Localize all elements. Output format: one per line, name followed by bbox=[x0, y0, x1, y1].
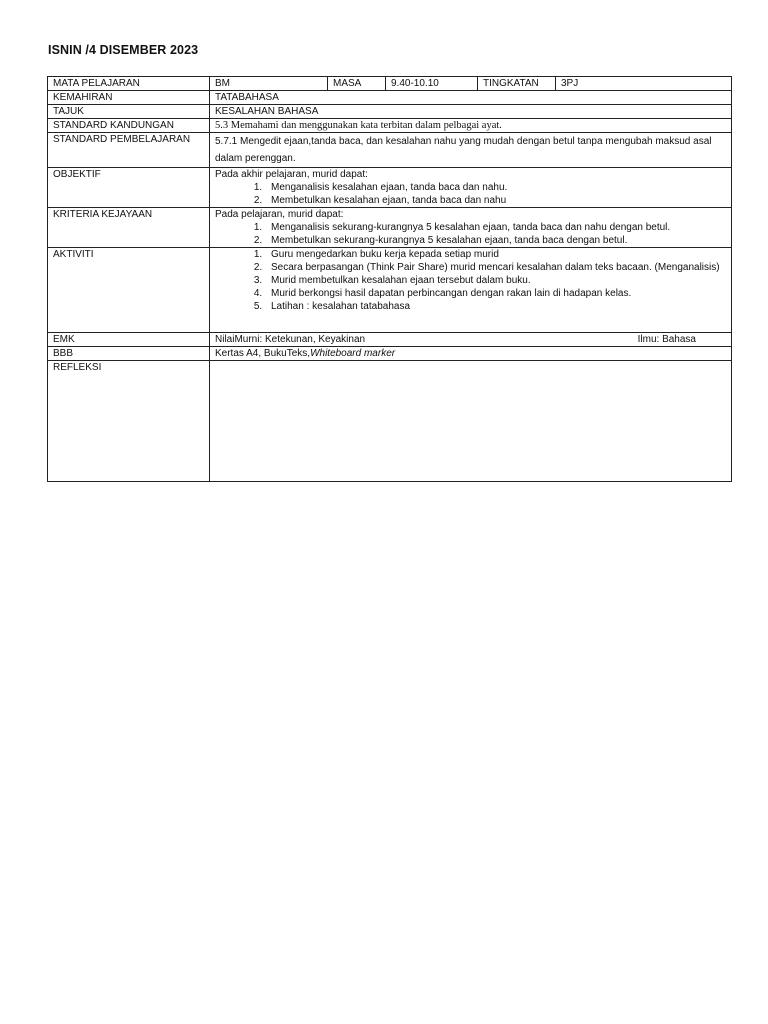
row-objektif bbox=[48, 168, 732, 208]
row-emk bbox=[48, 333, 732, 347]
list-item: 1. Menganalisis sekurang-kurangnya 5 kesalahan ejaan, tanda baca dan nahu dengan betul. bbox=[265, 221, 726, 234]
list-item: 2. Membetulkan sekurang-kurangnya 5 kesalahan ejaan, tanda baca dengan betul. bbox=[265, 234, 726, 247]
label-tajuk: TAJUK bbox=[48, 105, 210, 119]
list-item: 1. Guru mengedarkan buku kerja kepada setiap murid bbox=[265, 248, 726, 261]
value-emk bbox=[210, 333, 732, 347]
value-kemahiran: TATABAHASA bbox=[210, 91, 732, 105]
row-bbb bbox=[48, 347, 732, 361]
lesson-plan-table bbox=[47, 76, 732, 482]
value-kriteria-kejayaan bbox=[210, 208, 732, 248]
objektif-intro: Pada akhir pelajaran, murid dapat: bbox=[215, 169, 368, 180]
page-heading: ISNIN /4 DISEMBER 2023 bbox=[48, 43, 199, 57]
kriteria-list bbox=[215, 221, 726, 247]
label-aktiviti: AKTIVITI bbox=[48, 248, 210, 333]
value-objektif bbox=[210, 168, 732, 208]
label-kemahiran: KEMAHIRAN bbox=[48, 91, 210, 105]
value-bbb bbox=[210, 347, 732, 361]
label-standard-pembelajaran: STANDARD PEMBELAJARAN bbox=[48, 133, 210, 168]
row-aktiviti bbox=[48, 248, 732, 333]
bbb-italic-material: Whiteboard marker bbox=[310, 348, 396, 359]
list-item: 1. Menganalisis kesalahan ejaan, tanda baca dan nahu. bbox=[265, 181, 726, 194]
value-mata-pelajaran: BM bbox=[210, 77, 328, 91]
aktiviti-list bbox=[215, 248, 726, 313]
label-emk: EMK bbox=[48, 333, 210, 347]
kriteria-intro: Pada pelajaran, murid dapat: bbox=[215, 209, 344, 220]
label-tingkatan: TINGKATAN bbox=[478, 77, 556, 91]
label-mata-pelajaran: MATA PELAJARAN bbox=[48, 77, 210, 91]
value-standard-kandungan: 5.3 Memahami dan menggunakan kata terbitan dalam pelbagai ayat. bbox=[210, 119, 732, 133]
bbb-materials: Kertas A4, BukuTeks, bbox=[215, 348, 311, 359]
row-mata-pelajaran bbox=[48, 77, 732, 91]
row-kemahiran bbox=[48, 91, 732, 105]
list-item: 3. Murid membetulkan kesalahan ejaan tersebut dalam buku. bbox=[265, 274, 726, 287]
label-kriteria-kejayaan: KRITERIA KEJAYAAN bbox=[48, 208, 210, 248]
list-item: 2. Membetulkan kesalahan ejaan, tanda baca dan nahu bbox=[265, 194, 726, 207]
value-standard-pembelajaran: 5.7.1 Mengedit ejaan,tanda baca, dan kesalahan nahu yang mudah dengan betul tanpa mengubah maksud asal dalam perenggan. bbox=[210, 133, 732, 168]
list-item: 4. Murid berkongsi hasil dapatan perbincangan dengan rakan lain di hadapan kelas. bbox=[265, 287, 726, 300]
emk-nilai: NilaiMurni: Ketekunan, Keyakinan bbox=[215, 334, 366, 345]
row-refleksi bbox=[48, 361, 732, 482]
emk-ilmu: Ilmu: Bahasa bbox=[637, 334, 696, 345]
list-item: 5. Latihan : kesalahan tatabahasa bbox=[265, 300, 726, 313]
value-tingkatan: 3PJ bbox=[556, 77, 732, 91]
label-objektif: OBJEKTIF bbox=[48, 168, 210, 208]
value-refleksi bbox=[210, 361, 732, 482]
label-refleksi: REFLEKSI bbox=[48, 361, 210, 482]
objektif-list bbox=[215, 181, 726, 207]
list-item: 2. Secara berpasangan (Think Pair Share) murid mencari kesalahan dalam teks bacaan. (Menganalisis) bbox=[265, 261, 726, 274]
emk-content bbox=[215, 333, 726, 346]
row-standard-pembelajaran bbox=[48, 133, 732, 168]
row-kriteria-kejayaan bbox=[48, 208, 732, 248]
value-aktiviti bbox=[210, 248, 732, 333]
value-tajuk: KESALAHAN BAHASA bbox=[210, 105, 732, 119]
label-masa: MASA bbox=[328, 77, 386, 91]
label-bbb: BBB bbox=[48, 347, 210, 361]
label-standard-kandungan: STANDARD KANDUNGAN bbox=[48, 119, 210, 133]
row-standard-kandungan bbox=[48, 119, 732, 133]
value-masa: 9.40-10.10 bbox=[386, 77, 478, 91]
row-tajuk bbox=[48, 105, 732, 119]
